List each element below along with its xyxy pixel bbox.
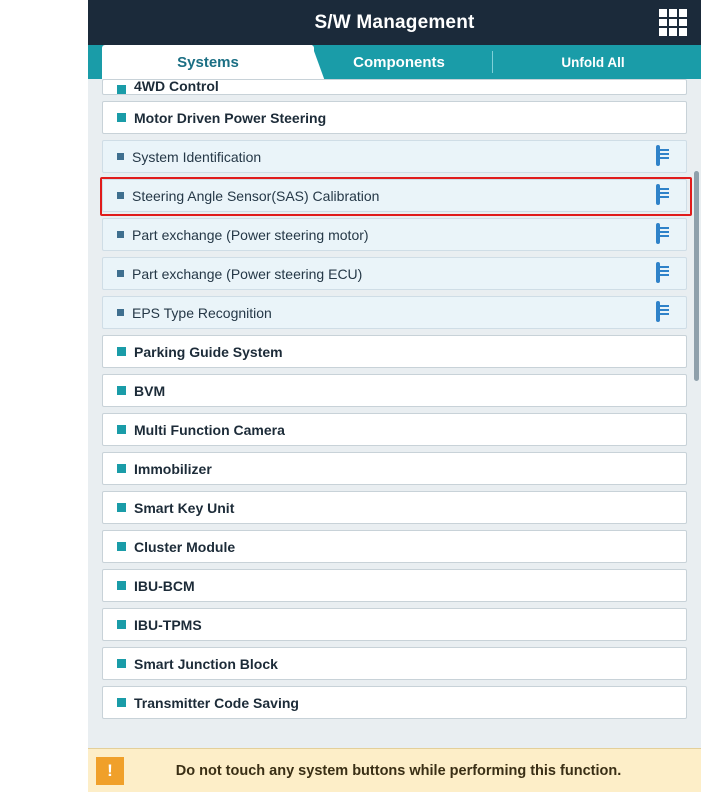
download-icon[interactable]: [656, 576, 676, 596]
vertical-scrollbar[interactable]: [694, 171, 699, 381]
list-item-label: Part exchange (Power steering ECU): [132, 265, 363, 282]
list-item[interactable]: [102, 335, 687, 368]
download-icon[interactable]: [656, 693, 676, 713]
list-item-label: Cluster Module: [134, 538, 236, 555]
list-item[interactable]: [102, 530, 687, 563]
list-item-label: Steering Angle Sensor(SAS) Calibration: [132, 187, 380, 204]
list-item-label: Motor Driven Power Steering: [134, 109, 327, 126]
bullet-icon: [117, 698, 126, 707]
list-item[interactable]: [102, 608, 687, 641]
list-item-label: Multi Function Camera: [134, 421, 285, 438]
list-item-label: IBU-TPMS: [134, 616, 202, 633]
document-icon[interactable]: [656, 147, 676, 167]
list-item[interactable]: [102, 569, 687, 602]
bullet-icon: [117, 464, 126, 473]
document-icon[interactable]: [656, 225, 676, 245]
download-icon[interactable]: [656, 498, 676, 518]
download-icon[interactable]: [656, 654, 676, 674]
list-item[interactable]: [102, 101, 687, 134]
bullet-icon: [117, 503, 126, 512]
bullet-icon: [117, 113, 126, 122]
list-item-label: EPS Type Recognition: [132, 304, 272, 321]
tab-components[interactable]: Components: [353, 53, 445, 71]
system-list-inner: [88, 79, 701, 725]
upload-icon[interactable]: [656, 108, 676, 128]
list-item-label: IBU-BCM: [134, 577, 195, 594]
list-item-label: Smart Junction Block: [134, 655, 278, 672]
bullet-icon: [117, 581, 126, 590]
list-item-label: BVM: [134, 382, 166, 399]
system-list[interactable]: [88, 79, 701, 748]
list-item[interactable]: [102, 686, 687, 719]
list-item[interactable]: [102, 374, 687, 407]
bullet-icon: [117, 542, 126, 551]
list-item-label: Transmitter Code Saving: [134, 694, 299, 711]
document-icon[interactable]: [656, 303, 676, 323]
list-item[interactable]: [102, 491, 687, 524]
document-icon[interactable]: [656, 186, 676, 206]
tab-unfold-all[interactable]: Unfold All: [561, 54, 625, 70]
bullet-icon: [117, 347, 126, 356]
list-item-selected[interactable]: [102, 179, 687, 212]
list-item-label: Part exchange (Power steering motor): [132, 226, 369, 243]
download-icon[interactable]: [656, 615, 676, 635]
bullet-icon: [117, 153, 124, 160]
document-icon[interactable]: [656, 264, 676, 284]
warning-message: Do not touch any system buttons while performing this function.: [175, 762, 622, 779]
list-item-label: 4WD Control: [134, 79, 219, 94]
bullet-icon: [117, 192, 124, 199]
list-item[interactable]: [102, 452, 687, 485]
download-icon[interactable]: [656, 342, 676, 362]
bullet-icon: [117, 85, 126, 94]
list-item[interactable]: [102, 413, 687, 446]
bullet-icon: [117, 659, 126, 668]
title-bar: [88, 0, 701, 45]
download-icon[interactable]: [656, 459, 676, 479]
page-title: S/W Management: [314, 11, 475, 33]
bullet-icon: [117, 425, 126, 434]
left-rail: [0, 0, 88, 792]
list-item[interactable]: [102, 257, 687, 290]
download-icon[interactable]: [656, 381, 676, 401]
download-icon[interactable]: [656, 420, 676, 440]
tab-divider: [492, 51, 493, 73]
list-item[interactable]: [102, 218, 687, 251]
bullet-icon: [117, 270, 124, 277]
list-item-label: System Identification: [132, 148, 262, 165]
list-item[interactable]: [102, 140, 687, 173]
download-icon[interactable]: [656, 537, 676, 557]
list-item[interactable]: [102, 296, 687, 329]
bullet-icon: [117, 620, 126, 629]
list-item[interactable]: [102, 79, 687, 95]
warning-bar: [88, 748, 701, 792]
bullet-icon: [117, 386, 126, 395]
bullet-icon: [117, 231, 124, 238]
tab-bar: [88, 45, 701, 79]
warning-icon: !: [96, 757, 124, 785]
list-item-label: Parking Guide System: [134, 343, 283, 360]
upload-icon[interactable]: [656, 79, 676, 95]
list-item-label: Immobilizer: [134, 460, 212, 477]
list-item[interactable]: [102, 647, 687, 680]
bullet-icon: [117, 309, 124, 316]
tab-systems[interactable]: Systems: [102, 45, 314, 79]
grid-menu-icon[interactable]: [659, 9, 687, 36]
list-item-label: Smart Key Unit: [134, 499, 235, 516]
